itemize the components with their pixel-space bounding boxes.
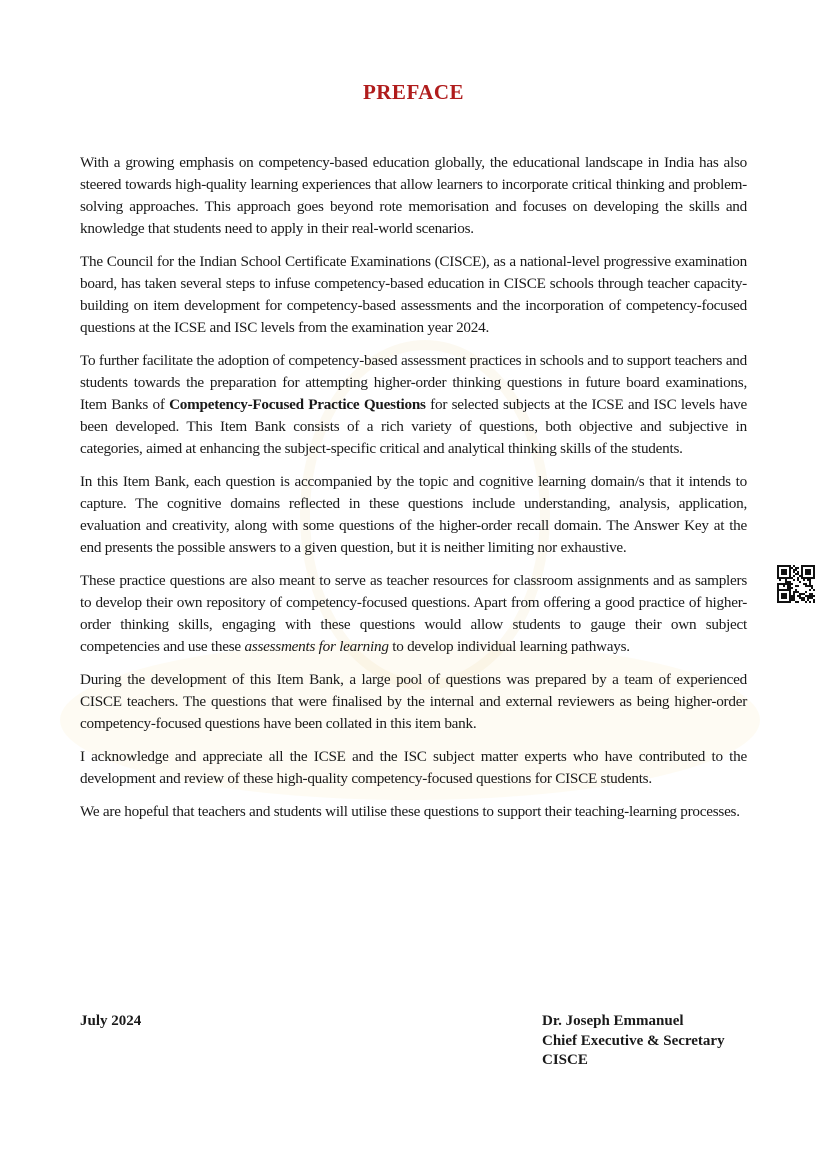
text-run: In this Item Bank, each question is accompanied by the topic and cognitive learning domain/s that it intends to capture. The cognitive domains reflected in these questions include understanding, analysis, application, evaluation and creativity, along with some questions of the higher-order recall domain. The Answer Key at the end presents the possible answers to a given question, but it is neither limiting nor exhaustive. xyxy=(80,473,747,556)
page-title: PREFACE xyxy=(362,80,465,104)
paragraph xyxy=(80,669,747,735)
signature-block xyxy=(542,1012,725,1071)
paragraph xyxy=(80,746,747,790)
text-run: These practice questions are also meant to serve as teacher resources for classroom assignments and as samplers to develop their own repository of competency-focused questions. Apart from offering a good practice of higher-order thinking skills, engaging with these questions would allow students to gauge their own subject competencies and use these xyxy=(80,572,747,655)
text-run: I acknowledge and appreciate all the ICSE and the ISC subject matter experts who have contributed to the development and review of these high-quality competency-focused questions for CISCE students. xyxy=(80,748,747,787)
italic-text: assessments for learning xyxy=(244,638,389,655)
qr-code-icon[interactable] xyxy=(777,565,815,603)
paragraph xyxy=(80,801,747,823)
paragraph xyxy=(80,152,747,240)
paragraph xyxy=(80,350,747,460)
text-run: With a growing emphasis on competency-based education globally, the educational landscape in India has also steered towards high-quality learning experiences that allow learners to incorporate critical thinking and problem-solving approaches. This approach goes beyond rote memorisation and focuses on developing the skills and knowledge that students need to apply in their real-world scenarios. xyxy=(80,154,747,237)
text-run: To further facilitate the adoption of competency-based assessment practices in schools and to support teachers and students towards the preparation for attempting higher-order thinking questions in future board examinations, Item Banks of xyxy=(80,352,747,413)
bold-text: Competency-Focused Practice Questions xyxy=(169,396,426,413)
paragraph xyxy=(80,251,747,339)
date: July 2024 xyxy=(80,1013,142,1029)
text-run: for selected subjects at the ICSE and ISC levels have been developed. This Item Bank consists of a rich variety of questions, both objective and subjective in categories, aimed at enhancing the subject-specific critical and analytical thinking skills of the students. xyxy=(80,396,747,457)
signatory-name: Dr. Joseph Emmanuel xyxy=(542,1013,684,1029)
preface-body xyxy=(80,152,747,834)
paragraph xyxy=(80,471,747,559)
text-run: to develop individual learning pathways. xyxy=(388,638,630,655)
text-run: The Council for the Indian School Certificate Examinations (CISCE), as a national-level progressive examination board, has taken several steps to infuse competency-based education in CISCE schools through teacher capacity-building on item development for competency-based assessments and the incorporation of competency-focused questions at the ICSE and ISC levels from the examination year 2024. xyxy=(80,253,747,336)
signatory-organisation: CISCE xyxy=(542,1052,588,1068)
text-run: During the development of this Item Bank, a large pool of questions was prepared by a team of experienced CISCE teachers. The questions that were finalised by the internal and external reviewers as being higher-order competency-focused questions have been collated in this item bank. xyxy=(80,671,747,732)
signatory-designation: Chief Executive & Secretary xyxy=(542,1032,725,1049)
paragraph xyxy=(80,570,747,658)
text-run: We are hopeful that teachers and students will utilise these questions to support their teaching-learning processes. xyxy=(80,803,740,820)
